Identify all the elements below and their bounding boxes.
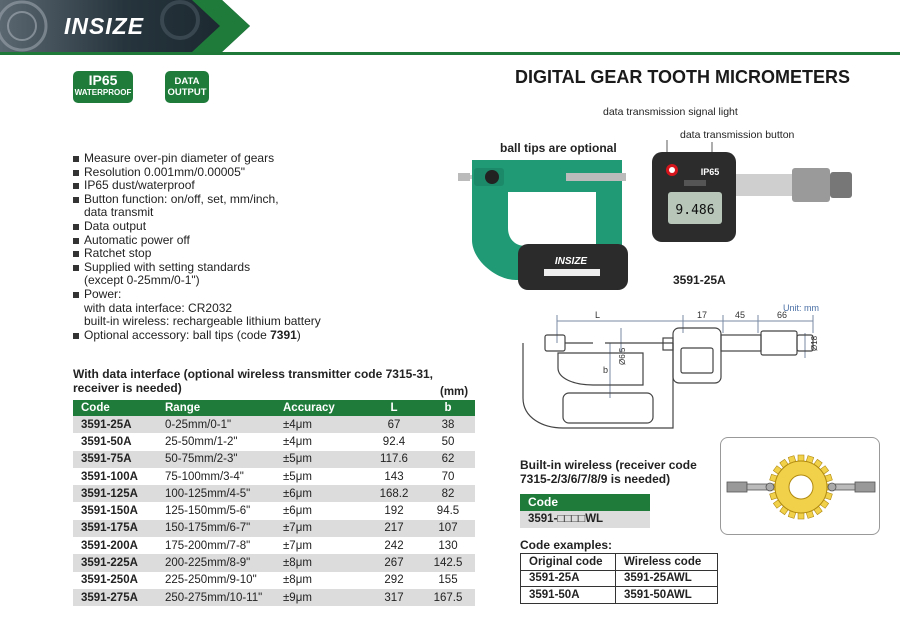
spec-table-header: [73, 400, 475, 416]
col-accuracy: Accuracy: [275, 400, 367, 416]
feature-item: Data output: [73, 220, 413, 234]
table-unit: (mm): [440, 386, 469, 398]
micrometer-photo: [456, 140, 866, 300]
spec-table-row: [73, 554, 475, 571]
dim-l: L: [595, 310, 601, 320]
feature-item: Supplied with setting standards: [73, 261, 413, 275]
examples-table: [520, 553, 718, 604]
col-b: b: [421, 400, 475, 416]
cell-l: 317: [367, 589, 421, 606]
lcd-readout: 9.486: [675, 203, 715, 218]
dim-18: Ø18: [810, 335, 819, 351]
feature-item: Automatic power off: [73, 234, 413, 248]
cell-l: 242: [367, 537, 421, 554]
cell-range: 200-225mm/8-9": [157, 554, 275, 571]
spec-table: [73, 400, 475, 606]
dim-6-5: Ø6.5: [618, 347, 627, 365]
ip65-badge-bottom: WATERPROOF: [74, 88, 132, 97]
dim-45: 45: [735, 310, 746, 320]
spec-table-row: [73, 520, 475, 537]
cell-l: 117.6: [367, 451, 421, 468]
examples-row: [521, 587, 718, 604]
cell-code: 3591-100A: [73, 468, 157, 485]
gear-tooth: [798, 455, 804, 461]
ip65-badge: [73, 71, 133, 103]
cell-code: 3591-175A: [73, 520, 157, 537]
cell-code: 3591-150A: [73, 502, 157, 519]
feature-accessory-close: ): [296, 327, 301, 342]
cell-accuracy: ±8μm: [275, 572, 367, 589]
examples-original-code: 3591-25A: [521, 570, 616, 587]
cell-b: 142.5: [421, 554, 475, 571]
examples-original-code: 3591-50A: [521, 587, 616, 604]
feature-continuation: (except 0-25mm/0-1"): [84, 273, 200, 288]
cell-b: 38: [421, 416, 475, 433]
examples-col-original: Original code: [521, 554, 616, 571]
frame-brand: INSIZE: [554, 256, 588, 267]
data-output-badge-bottom: OUTPUT: [167, 87, 207, 98]
wireless-code-header: Code: [520, 494, 650, 511]
cell-l: 217: [367, 520, 421, 537]
cell-b: 50: [421, 433, 475, 450]
wireless-code-value: 3591-□□□□WL: [520, 511, 650, 528]
col-l: L: [367, 400, 421, 416]
cell-l: 267: [367, 554, 421, 571]
examples-col-wireless: Wireless code: [616, 554, 718, 571]
cell-accuracy: ±9μm: [275, 589, 367, 606]
cell-l: 143: [367, 468, 421, 485]
cell-code: 3591-50A: [73, 433, 157, 450]
cell-accuracy: ±7μm: [275, 520, 367, 537]
cell-accuracy: ±7μm: [275, 537, 367, 554]
feature-accessory-text: Optional accessory: ball tips (code: [84, 327, 271, 342]
feature-item: IP65 dust/waterproof: [73, 179, 413, 193]
header-banner: [0, 0, 250, 52]
dim-b: b: [603, 365, 609, 375]
data-output-badge-top: DATA: [174, 76, 200, 87]
spec-table-row: [73, 572, 475, 589]
dim-17: 17: [697, 310, 708, 320]
cell-accuracy: ±4μm: [275, 433, 367, 450]
cell-b: 130: [421, 537, 475, 554]
transmission-button-label: data transmission button: [680, 129, 795, 141]
brand-logo: INSIZE: [63, 12, 145, 39]
spec-table-row: [73, 433, 475, 450]
spec-table-row: [73, 537, 475, 554]
spec-table-row: [73, 468, 475, 485]
cell-accuracy: ±4μm: [275, 416, 367, 433]
examples-wireless-code: 3591-25AWL: [616, 570, 718, 587]
table-intro: With data interface (optional wireless transmitter code 7315-31, receiver is needed): [73, 367, 433, 395]
examples-title: Code examples:: [520, 538, 613, 552]
spec-table-row: [73, 502, 475, 519]
cell-accuracy: ±5μm: [275, 468, 367, 485]
feature-item: Ratchet stop: [73, 247, 413, 261]
feature-continuation: data transmit: [84, 205, 154, 220]
feature-accessory-code: 7391: [270, 327, 297, 342]
display-badge: IP65: [700, 167, 720, 177]
gear-tooth: [798, 513, 804, 519]
page-title: DIGITAL GEAR TOOTH MICROMETERS: [514, 67, 850, 87]
technical-drawing: [513, 303, 858, 433]
cell-code: 3591-25A: [73, 416, 157, 433]
ip65-badge-top: IP65: [88, 72, 118, 88]
cell-range: 0-25mm/0-1": [157, 416, 275, 433]
cell-l: 168.2: [367, 485, 421, 502]
cell-code: 3591-125A: [73, 485, 157, 502]
gear-illustration: [720, 437, 880, 535]
cell-b: 167.5: [421, 589, 475, 606]
col-range: Range: [157, 400, 275, 416]
cell-b: 70: [421, 468, 475, 485]
cell-accuracy: ±8μm: [275, 554, 367, 571]
cell-code: 3591-275A: [73, 589, 157, 606]
cell-code: 3591-225A: [73, 554, 157, 571]
wireless-note: Built-in wireless (receiver code 7315-2/3/6/7/8/9 is needed): [520, 458, 697, 486]
cell-range: 175-200mm/7-8": [157, 537, 275, 554]
cell-range: 25-50mm/1-2": [157, 433, 275, 450]
cell-l: 292: [367, 572, 421, 589]
feature-continuation: built-in wireless: rechargeable lithium battery: [84, 314, 321, 329]
cell-l: 67: [367, 416, 421, 433]
cell-code: 3591-75A: [73, 451, 157, 468]
feature-item: Power:: [73, 288, 413, 302]
cell-accuracy: ±6μm: [275, 502, 367, 519]
feature-item: [73, 329, 413, 343]
data-output-badge: [165, 71, 209, 103]
feature-continuation: with data interface: CR2032: [84, 300, 233, 315]
cell-range: 150-175mm/6-7": [157, 520, 275, 537]
col-code: Code: [73, 400, 157, 416]
ball-tips-label: ball tips are optional: [500, 141, 617, 155]
cell-b: 82: [421, 485, 475, 502]
cell-range: 250-275mm/10-11": [157, 589, 275, 606]
gear-svg: [721, 438, 881, 536]
cell-range: 75-100mm/3-4": [157, 468, 275, 485]
cell-b: 94.5: [421, 502, 475, 519]
feature-list: [73, 152, 413, 342]
model-label: 3591-25A: [673, 273, 726, 287]
examples-header-row: [521, 554, 718, 571]
cell-range: 125-150mm/5-6": [157, 502, 275, 519]
dim-66: 66: [777, 310, 788, 320]
cell-b: 62: [421, 451, 475, 468]
drawing-unit: Unit: mm: [783, 303, 819, 313]
cell-range: 50-75mm/2-3": [157, 451, 275, 468]
cell-accuracy: ±5μm: [275, 451, 367, 468]
cell-b: 107: [421, 520, 475, 537]
examples-wireless-code: 3591-50AWL: [616, 587, 718, 604]
spec-table-row: [73, 485, 475, 502]
signal-light-label: data transmission signal light: [603, 106, 738, 118]
cell-code: 3591-200A: [73, 537, 157, 554]
cell-l: 192: [367, 502, 421, 519]
header-rule: [0, 52, 900, 55]
feature-item: Resolution 0.001mm/0.00005": [73, 166, 413, 180]
cell-range: 225-250mm/9-10": [157, 572, 275, 589]
spec-table-row: [73, 416, 475, 433]
cell-accuracy: ±6μm: [275, 485, 367, 502]
feature-item: Measure over-pin diameter of gears: [73, 152, 413, 166]
feature-item: Button function: on/off, set, mm/inch,: [73, 193, 413, 207]
spec-table-row: [73, 589, 475, 606]
cell-code: 3591-250A: [73, 572, 157, 589]
cell-range: 100-125mm/4-5": [157, 485, 275, 502]
spec-table-row: [73, 451, 475, 468]
examples-row: [521, 570, 718, 587]
cell-b: 155: [421, 572, 475, 589]
cell-l: 92.4: [367, 433, 421, 450]
